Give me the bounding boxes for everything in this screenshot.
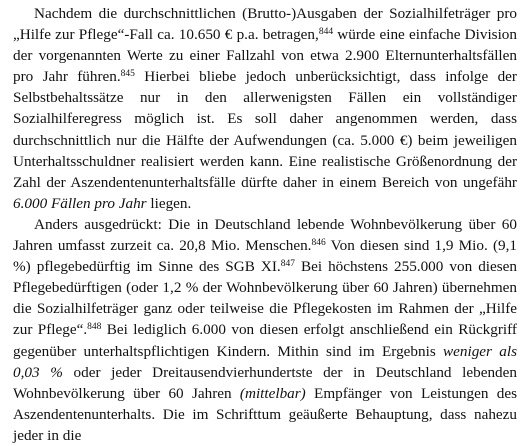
text-segment: Empfänger von Leistungen des Aszendentenunterhalts. Die im Schrifttum geäußerte Behauptung, dass nahezu jeder in die [13, 384, 518, 444]
text-segment: Von diesen sind 1,9 Mio. (9,1 %) pflegebedürftig im Sinne des SGB XI. [13, 237, 517, 276]
text-segment: würde eine einfache Division der vorgenannten Werte zu einer Fallzahl von etwa 2.900 Elternunterhaltsfällen pro Jahr führen. [13, 26, 517, 86]
document-page [13, 3, 517, 446]
footnote-ref-848[interactable]: 848 [87, 322, 102, 333]
text-segment: Hierbei bliebe jedoch unberücksichtigt, dass infolge der Selbstbehaltssätze nur in den allerwenigsten Fällen ein vollständiger Sozialhilferegress möglich ist. Es soll daher angenommen werden, dass durchschnittlich nur die Hälfte der Aufwendungen (ca. 5.000 €) beim jeweiligen Unterhaltsschuldner realisiert werden kann. Eine realistische Größenordnung der Zahl der Aszendentenunterhaltsfälle dürfte daher in einem Bereich von ungefähr [13, 68, 517, 191]
text-segment: Anders ausgedrückt: Die in Deutschland lebende Wohnbevölkerung über 60 Jahren umfasst zurzeit ca. 20,8 Mio. Menschen. [13, 215, 517, 255]
emphasis-text: weniger als 0,03 % [13, 342, 517, 381]
text-segment: Nachdem die durchschnittlichen (Brutto-)Ausgaben der Sozialhilfeträger pro „Hilfe zur Pflege“-Fall ca. 10.650 € p.a. betragen, [13, 5, 517, 44]
text-segment: oder jeder Dreitausendvierhundertste der in Deutschland lebenden Wohnbevölkerung über 60 Jahren [13, 363, 517, 402]
text-segment: Bei lediglich 6.000 von diesen erfolgt anschließend ein Rückgriff gegenüber unterhaltspflichtigen Kindern. Mithin sind im Ergebnis [13, 321, 517, 360]
emphasis-text: 6.000 Fällen pro Jahr [13, 194, 147, 212]
text-segment: Bei höchstens 255.000 von diesen Pflegebedürftigen (oder 1,2 % der Wohnbevölkerung über 60 Jahren) übernehmen die Sozialhilfeträger ganz oder teilweise die Pflegekosten im Rahmen der „Hilfe zur Pflege“. [13, 258, 517, 339]
emphasis-text: (mittelbar) [239, 384, 306, 402]
footnote-ref-846[interactable]: 846 [311, 238, 326, 249]
text-segment: liegen. [146, 194, 192, 212]
footnote-ref-845[interactable]: 845 [120, 69, 135, 80]
footnote-ref-844[interactable]: 844 [318, 27, 334, 38]
footnote-ref-847[interactable]: 847 [280, 259, 295, 270]
paragraph-2 [13, 214, 517, 446]
paragraph-1 [13, 3, 517, 214]
